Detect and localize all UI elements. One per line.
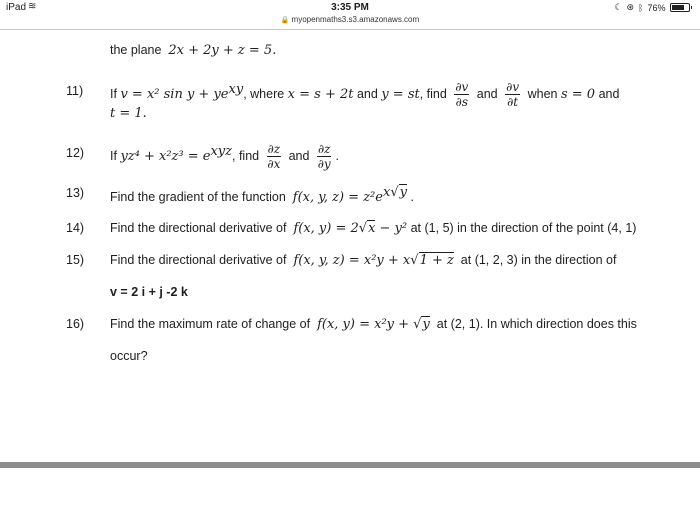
problem-number: 15) bbox=[66, 253, 85, 267]
device-name: iPad bbox=[6, 2, 27, 13]
problem-12 bbox=[110, 137, 339, 172]
problem-11 bbox=[110, 75, 619, 110]
p12-end: . bbox=[335, 149, 339, 163]
p11-and2: and bbox=[476, 87, 498, 101]
p11-when: when bbox=[527, 87, 558, 101]
wifi-icon: ≋ bbox=[28, 1, 37, 12]
document bbox=[0, 30, 700, 462]
frac-top: ∂z bbox=[317, 142, 331, 157]
p12-frac-dzdy bbox=[317, 142, 332, 171]
p12-and: and bbox=[288, 149, 310, 163]
rotation-lock-icon: ⊛ bbox=[626, 2, 635, 12]
problem-number: 14) bbox=[66, 221, 85, 235]
battery-fill bbox=[672, 5, 684, 10]
frac-bottom: ∂y bbox=[317, 157, 331, 172]
url-bar[interactable] bbox=[0, 15, 700, 24]
frac-bottom: ∂t bbox=[507, 95, 519, 110]
p11-exp: xy bbox=[228, 82, 244, 97]
p13-func: f(x, y, z) = z²e bbox=[292, 190, 383, 205]
p13-exp-x: x bbox=[382, 185, 391, 200]
clock: 3:35 PM bbox=[331, 2, 369, 13]
frac-top: ∂z bbox=[267, 142, 281, 157]
p14-func-b: − y² bbox=[375, 221, 408, 236]
p12-eq: yz⁴ + x²z³ = e bbox=[120, 149, 211, 164]
p11-frac-dvds bbox=[454, 80, 469, 109]
p16-root: y bbox=[422, 317, 430, 332]
problem-16: Find the maximum rate of change of f(x, y) = x²y + √y at (2, 1). In which direction does this bbox=[110, 317, 637, 332]
p14-text: Find the directional derivative of bbox=[110, 221, 287, 235]
p16-text: Find the maximum rate of change of bbox=[110, 317, 311, 331]
p14-root: x bbox=[368, 221, 376, 236]
bluetooth-icon: ᛒ bbox=[638, 2, 644, 13]
next-page-area bbox=[0, 468, 700, 525]
frac-bottom: ∂x bbox=[267, 157, 281, 172]
p11-t-val: t = 1. bbox=[110, 106, 147, 121]
battery-tip bbox=[691, 6, 693, 9]
p12-find: , find bbox=[232, 149, 260, 163]
p11-y-def: y = st bbox=[381, 87, 420, 102]
url-text: myopenmaths3.s3.amazonaws.com bbox=[291, 15, 420, 24]
p15-rest: at (1, 2, 3) in the direction of bbox=[460, 253, 617, 267]
problem-13: Find the gradient of the function f(x, y, $z) = z^2e^{x√y}$ . bbox=[110, 185, 414, 205]
p11-if: If bbox=[110, 87, 117, 101]
p11-s-val: s = 0 bbox=[560, 87, 596, 102]
p11-find: , find bbox=[419, 87, 447, 101]
battery-percent: 76% bbox=[647, 2, 666, 13]
frac-top: ∂v bbox=[506, 80, 520, 95]
p11-where: , where bbox=[243, 87, 285, 101]
problem-number: 16) bbox=[66, 317, 85, 331]
p15-vector: v = 2 i + j -2 k bbox=[110, 285, 188, 299]
lock-icon: 🔒 bbox=[280, 17, 290, 24]
p11-and1: and bbox=[356, 87, 378, 101]
carry-math: 2x + 2y + z = 5. bbox=[168, 43, 277, 58]
p16-line2: occur? bbox=[110, 349, 148, 363]
status-bar bbox=[0, 0, 700, 28]
problem-number: 11) bbox=[66, 84, 84, 98]
p16-rest: at (2, 1). In which direction does this bbox=[436, 317, 637, 331]
p14-func-a: f(x, y) = 2 bbox=[293, 221, 359, 236]
p11-and3: and bbox=[598, 87, 620, 101]
frac-top: ∂v bbox=[455, 80, 469, 95]
frac-bottom: ∂s bbox=[455, 95, 468, 110]
p12-frac-dzdx bbox=[267, 142, 282, 171]
problem-15: Find the directional derivative of f(x, y, z) = x²y + x√1 + z at (1, 2, 3) in the direction of bbox=[110, 253, 617, 268]
status-right bbox=[614, 2, 692, 13]
carry-text: the plane bbox=[110, 43, 162, 57]
p12-exp: xyz bbox=[210, 144, 232, 159]
problem-number: 12) bbox=[66, 146, 85, 160]
p14-rest: at (1, 5) in the direction of the point (4, 1) bbox=[410, 221, 637, 235]
battery-icon bbox=[670, 3, 690, 12]
p13-text: Find the gradient of the function bbox=[110, 190, 286, 204]
p16-func-a: f(x, y) = x²y + bbox=[317, 317, 414, 332]
p11-line2 bbox=[110, 105, 147, 122]
p13-end: . bbox=[410, 190, 414, 204]
p15-func-a: f(x, y, z) = x²y + x bbox=[293, 253, 411, 268]
p12-if: If bbox=[110, 149, 117, 163]
p13-exp-root: y bbox=[399, 185, 407, 200]
problem-number: 13) bbox=[66, 186, 85, 200]
p15-root: 1 + z bbox=[419, 253, 454, 268]
p11-v-def: v = x² sin y + ye bbox=[120, 87, 229, 102]
problem-14: Find the directional derivative of f(x, y) = 2√x − y² at (1, 5) in the direction of the point (4, 1) bbox=[110, 221, 637, 236]
carry-line bbox=[110, 42, 276, 59]
p11-x-def: x = s + 2t bbox=[287, 87, 354, 102]
p11-frac-dvdt bbox=[505, 80, 520, 109]
p15-text: Find the directional derivative of bbox=[110, 253, 287, 267]
moon-icon: ☾ bbox=[614, 2, 623, 12]
